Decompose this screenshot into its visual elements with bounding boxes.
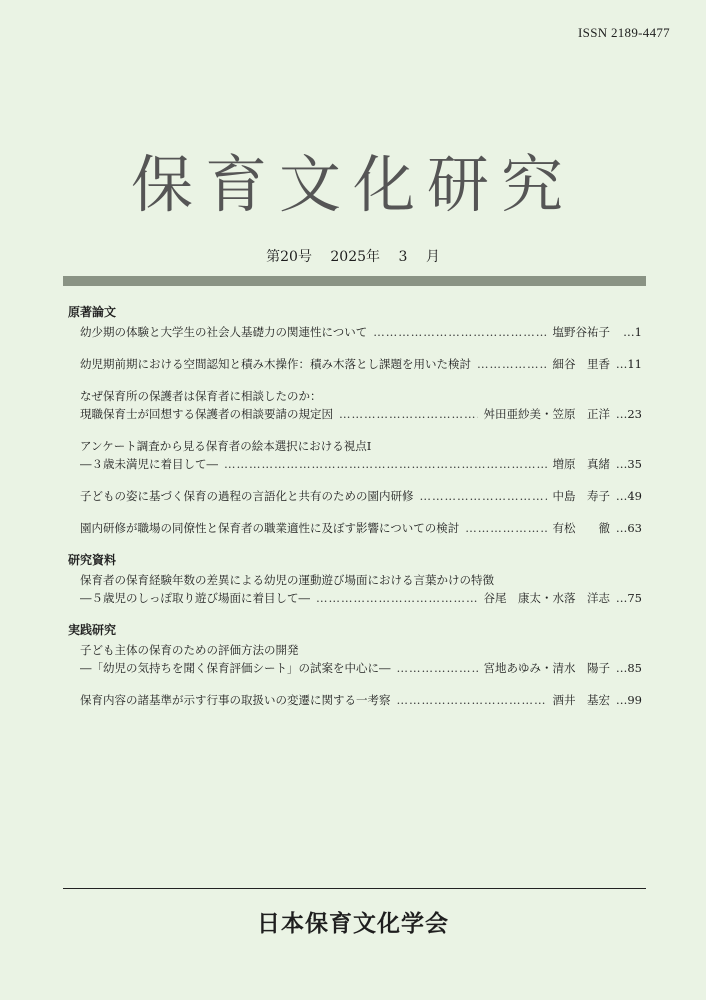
bottom-rule [63,888,646,889]
leader-dots [477,355,547,373]
page-leader: … [615,489,628,503]
entry-title-line: 子ども主体の保育のための評価方法の開発 [80,643,299,657]
entry-title: ―５歳児のしっぽ取り遊び場面に着目して― [80,591,310,605]
entry-title: ―３歳未満児に着目して― [80,457,218,471]
publisher-name: 日本保育文化学会 [257,911,449,937]
entry-author: 有松 徹 [552,521,610,535]
entry-title-line: なぜ保育所の保護者は保育者に相談したのか： [80,389,322,403]
toc-entry [80,487,642,505]
page-leader: … [615,693,628,707]
entry-author: 酒井 基宏 [552,693,610,707]
toc-entry [80,387,642,423]
journal-title: 保育文化研究 [130,148,575,221]
toc-entry [80,571,642,607]
entry-author: 増原 真緒 [552,457,610,471]
leader-dots [224,455,547,473]
leader-dots [373,323,546,341]
entry-title: 幼児期前期における空間認知と積み木操作：積み木落とし課題を用いた検討 [80,357,471,371]
section-heading: 実践研究 [68,623,117,637]
page-leader: … [615,591,628,605]
toc-section [68,551,642,607]
entry-page: 63 [627,521,642,535]
entry-page: 75 [627,591,642,605]
toc-section [68,621,642,709]
page-leader: … [615,407,628,421]
entry-title: 園内研修が職場の同僚性と保育者の職業適性に及ぼす影響についての検討 [80,521,460,535]
leader-dots [465,519,546,537]
entry-title-line: 保育者の保育経験年数の差異による幼児の運動遊び場面における言葉かけの特徴 [80,573,494,587]
entry-title-line: アンケート調査から見る保育者の絵本選択における視点Ⅰ [80,439,372,453]
entry-author: 塩野谷祐子 [552,325,610,339]
entry-author: 細谷 里香 [552,357,610,371]
entry-title: ―「幼児の気持ちを聞く保育評価シート」の試案を中心に― [80,661,391,675]
section-heading: 原著論文 [68,305,117,319]
page-leader: … [615,457,628,471]
toc-entry [80,437,642,473]
entry-author: 中島 寿子 [552,489,610,503]
entry-page: 11 [627,357,642,371]
toc-section [68,303,642,537]
entry-title: 子どもの姿に基づく保育の過程の言語化と共有のための園内研修 [80,489,414,503]
page-leader: … [615,661,628,675]
toc-entry [80,691,642,709]
toc-entry [80,519,642,537]
entry-page: 35 [627,457,642,471]
issue-info: 第20号 2025年 3 月 [266,249,440,265]
page-leader: … [615,521,628,535]
entry-page: 23 [627,407,642,421]
leader-dots [316,589,478,607]
section-heading: 研究資料 [68,553,117,567]
leader-dots [420,487,547,505]
entry-title: 現職保育士が回想する保護者の相談要請の規定因 [80,407,333,421]
table-of-contents [68,303,642,723]
entry-page: 49 [627,489,642,503]
entry-author: 舛田亜紗美・笠原 正洋 [483,407,610,421]
page-leader: … [615,357,628,371]
leader-dots [397,659,478,677]
leader-dots [397,691,547,709]
entry-page: 85 [627,661,642,675]
entry-page: 99 [627,693,642,707]
toc-entry [80,641,642,677]
entry-page: 1 [634,325,642,339]
toc-entry [80,323,642,341]
issn-label: ISSN 2189-4477 [578,25,670,40]
entry-author: 谷尾 康太・水落 洋志 [483,591,610,605]
entry-author: 宮地あゆみ・清水 陽子 [483,661,610,675]
top-bar [63,276,646,286]
toc-entry [80,355,642,373]
entry-title: 幼少期の体験と大学生の社会人基礎力の関連性について [80,325,368,339]
page-leader: … [623,325,635,339]
leader-dots [339,405,478,423]
entry-title: 保育内容の諸基準が示す行事の取扱いの変遷に関する一考察 [80,693,391,707]
